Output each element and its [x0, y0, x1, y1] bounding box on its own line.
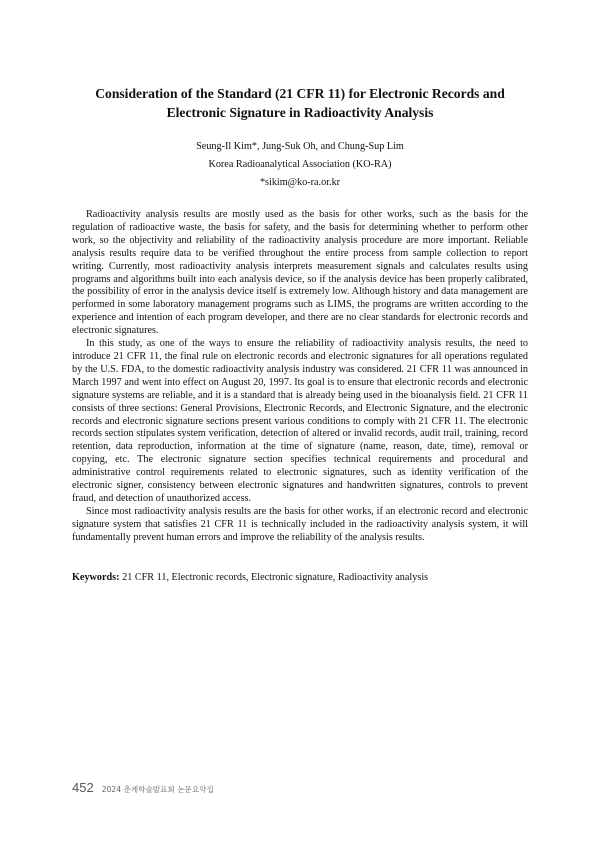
abstract-paragraph-2: In this study, as one of the ways to ensure the reliability of radioactivity analysis results, the need to introduce 21 CFR 11, the final rule on electronic records and electronic signatures for all operations regulated by the U.S. FDA, to the domestic radioactivity analysis industry was considered. 21 CFR 11 was announced in March 1997 and went into effect on August 20, 1997. Its goal is to ensure that electronic records and electronic signature systems are reliable, and it is a standard that is already being used in the bioanalysis field. 21 CFR 11 consists of three sections: General Provisions, Electronic Records, and Electronic Signature, and the electronic records and electronic signature sections present various conditions to comply with 21 CFR 11. The electronic records section stipulates system verification, detection of altered or invalid records, audit trail, training, record retention, data reproduction, information at the time of signature (name, reason, date, time), removal or copying, etc. The electronic signature section specifies technical requirements and procedural and administrative control requirements related to electronic signatures, such as identity verification of the electronic signer, consistency between electronic signatures and handwritten signatures, controls to prevent fraud, and detection of unauthorized access.	[72, 338, 528, 504]
paper-title	[60, 84, 540, 122]
keywords-list: 21 CFR 11, Electronic records, Electronic signature, Radioactivity analysis	[122, 572, 429, 583]
abstract-paragraph-1: Radioactivity analysis results are mostly used as the basis for other works, such as the basis for the regulation of radioactive waste, the basis for safety, and the basis for determining whether to perform other work, so the objectivity and reliability of the radioactivity analysis procedure are more important. Reliable analysis results require data to be verified throughout the entire process from sample collection to report writing. Currently, most radioactivity analysis interprets measurement signals and calculates results using programs and algorithms built into each analysis device, so if the analysis device has been properly calibrated, the possibility of error in the analysis device itself is extremely low. Although history and data management are performed in some laboratory management programs such as LIMS, the programs are written according to the experience and intention of each program developer, and there are no clear standards for electronic records and electronic signatures.	[72, 209, 528, 337]
page-number: 452	[72, 780, 94, 795]
title-line-1: Consideration of the Standard (21 CFR 11) for Electronic Records and	[95, 86, 505, 101]
abstract-body	[72, 209, 528, 545]
keywords-label: Keywords:	[72, 572, 120, 583]
title-line-2: Electronic Signature in Radioactivity Analysis	[166, 105, 434, 120]
keywords-line	[72, 571, 528, 584]
authors: Seung-Il Kim*, Jung-Suk Oh, and Chung-Sup Lim	[196, 141, 404, 152]
affiliation: Korea Radioanalytical Association (KO-RA)	[208, 159, 392, 170]
page-footer	[72, 780, 214, 796]
abstract-paragraph-3: Since most radioactivity analysis results are the basis for other works, if an electronic record and electronic signature system that satisfies 21 CFR 11 is technically included in the radioactivity analysis system, it will fundamentally prevent human errors and improve the reliability of the analysis results.	[72, 505, 528, 543]
proceedings-title: 2024 춘계학술발표회 논문요약집	[101, 785, 214, 794]
corresponding-email: *sikim@ko-ra.or.kr	[259, 177, 341, 188]
